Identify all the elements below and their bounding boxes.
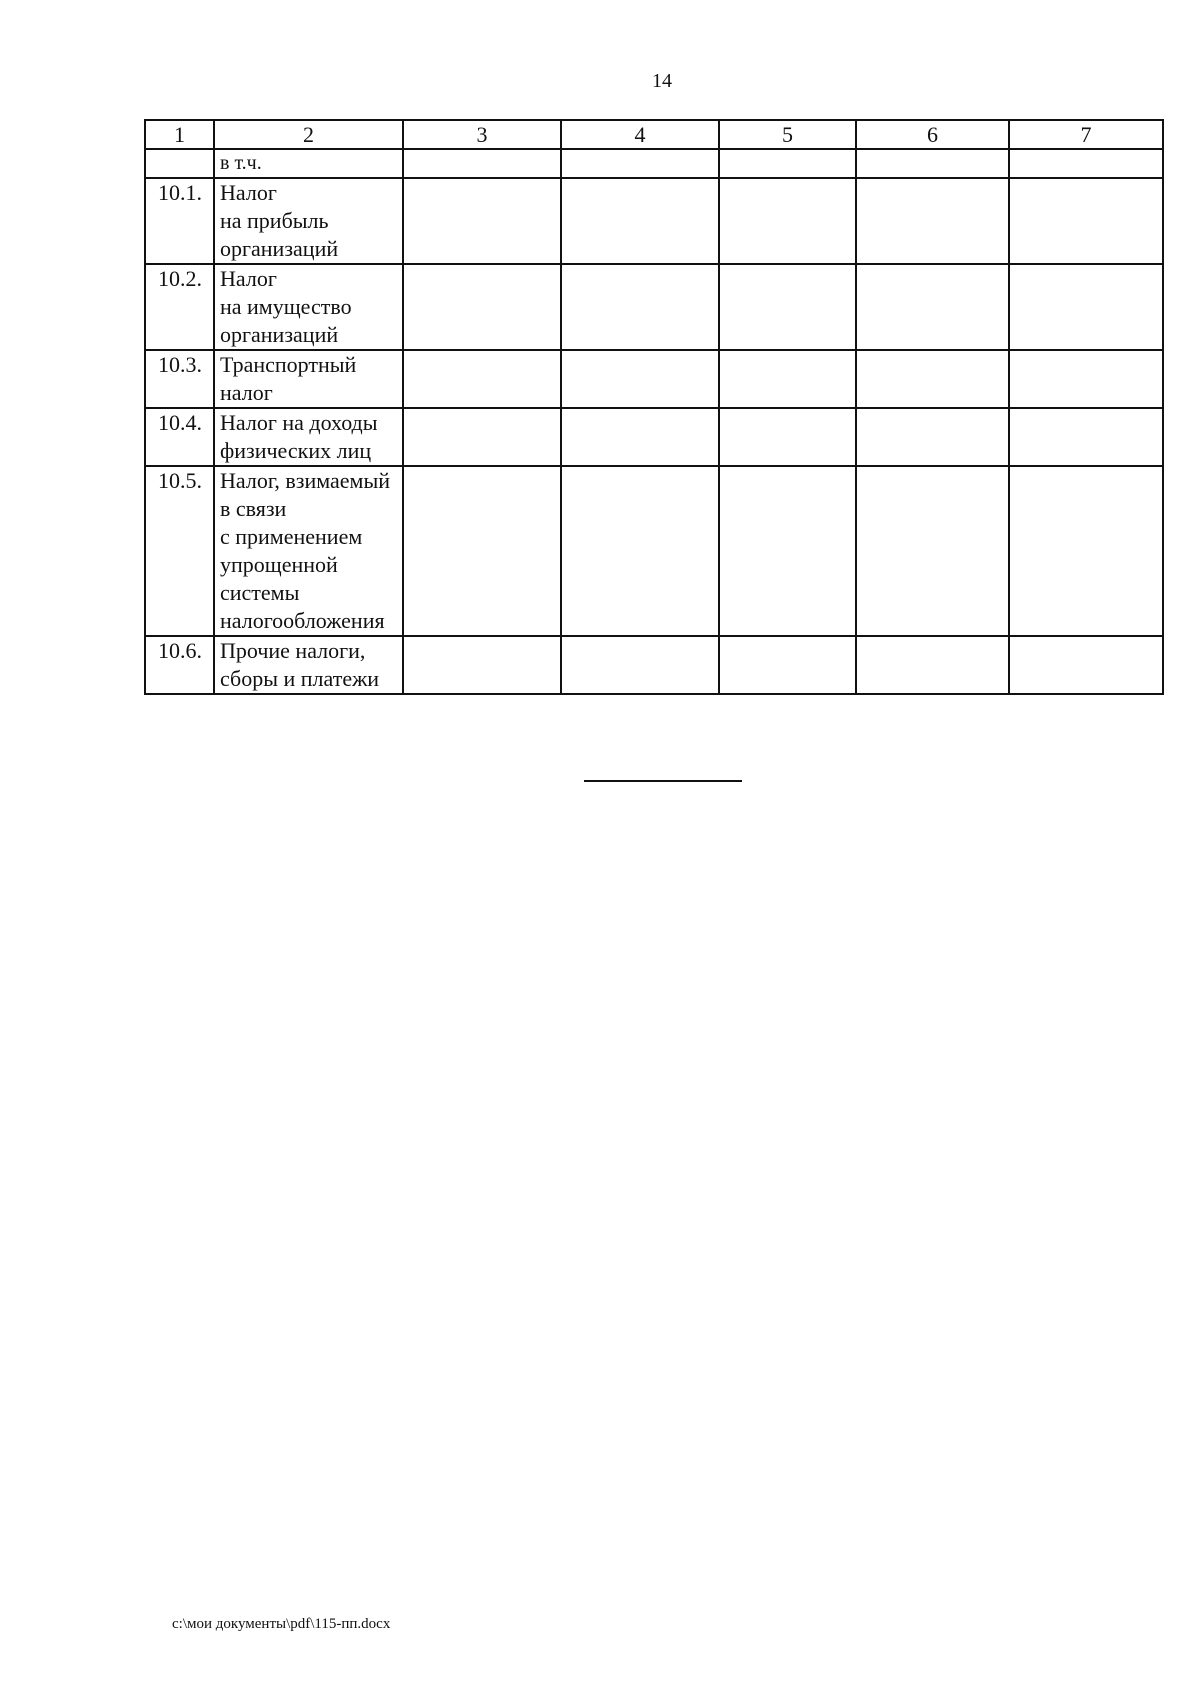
empty-cell <box>1009 350 1163 408</box>
empty-cell <box>719 408 856 466</box>
row-number: 10.4. <box>145 408 214 466</box>
empty-cell <box>403 264 561 350</box>
header-cell: 7 <box>1009 120 1163 149</box>
empty-cell <box>1009 149 1163 178</box>
table-row <box>145 264 1163 350</box>
empty-cell <box>856 636 1009 694</box>
row-number <box>145 149 214 178</box>
header-cell: 6 <box>856 120 1009 149</box>
row-number: 10.6. <box>145 636 214 694</box>
header-cell: 5 <box>719 120 856 149</box>
table-row <box>145 350 1163 408</box>
empty-cell <box>561 408 719 466</box>
row-name: Прочие налоги, сборы и платежи <box>214 636 403 694</box>
empty-cell <box>1009 178 1163 264</box>
empty-cell <box>1009 408 1163 466</box>
empty-cell <box>403 350 561 408</box>
row-name: Транспортный налог <box>214 350 403 408</box>
table-row <box>145 178 1163 264</box>
empty-cell <box>856 264 1009 350</box>
empty-cell <box>719 149 856 178</box>
empty-cell <box>403 178 561 264</box>
empty-cell <box>719 264 856 350</box>
separator-line <box>584 780 742 782</box>
table-header-row <box>145 120 1163 149</box>
empty-cell <box>561 636 719 694</box>
empty-cell <box>403 408 561 466</box>
page-number: 14 <box>652 70 672 92</box>
empty-cell <box>561 149 719 178</box>
empty-cell <box>856 408 1009 466</box>
empty-cell <box>856 149 1009 178</box>
row-name: Налог на доходы физических лиц <box>214 408 403 466</box>
row-name: в т.ч. <box>214 149 403 178</box>
empty-cell <box>1009 636 1163 694</box>
table-row <box>145 636 1163 694</box>
empty-cell <box>561 178 719 264</box>
header-cell: 1 <box>145 120 214 149</box>
header-cell: 3 <box>403 120 561 149</box>
empty-cell <box>561 350 719 408</box>
empty-cell <box>856 350 1009 408</box>
empty-cell <box>1009 264 1163 350</box>
header-cell: 2 <box>214 120 403 149</box>
empty-cell <box>403 466 561 636</box>
empty-cell <box>719 178 856 264</box>
empty-cell <box>561 466 719 636</box>
row-number: 10.1. <box>145 178 214 264</box>
empty-cell <box>403 636 561 694</box>
empty-cell <box>719 350 856 408</box>
row-name: Налог на имущество организаций <box>214 264 403 350</box>
footer-file-path: c:\мои документы\pdf\115-пп.docx <box>172 1616 391 1632</box>
table-row <box>145 408 1163 466</box>
empty-cell <box>719 466 856 636</box>
table-row <box>145 466 1163 636</box>
row-name: Налог, взимаемый в связи с применением упрощенной системы налогообложения <box>214 466 403 636</box>
row-number: 10.3. <box>145 350 214 408</box>
header-cell: 4 <box>561 120 719 149</box>
empty-cell <box>1009 466 1163 636</box>
row-name: Налог на прибыль организаций <box>214 178 403 264</box>
empty-cell <box>856 178 1009 264</box>
table-row <box>145 149 1163 178</box>
empty-cell <box>561 264 719 350</box>
row-number: 10.2. <box>145 264 214 350</box>
empty-cell <box>856 466 1009 636</box>
row-number: 10.5. <box>145 466 214 636</box>
tax-table <box>144 119 1164 695</box>
empty-cell <box>719 636 856 694</box>
empty-cell <box>403 149 561 178</box>
